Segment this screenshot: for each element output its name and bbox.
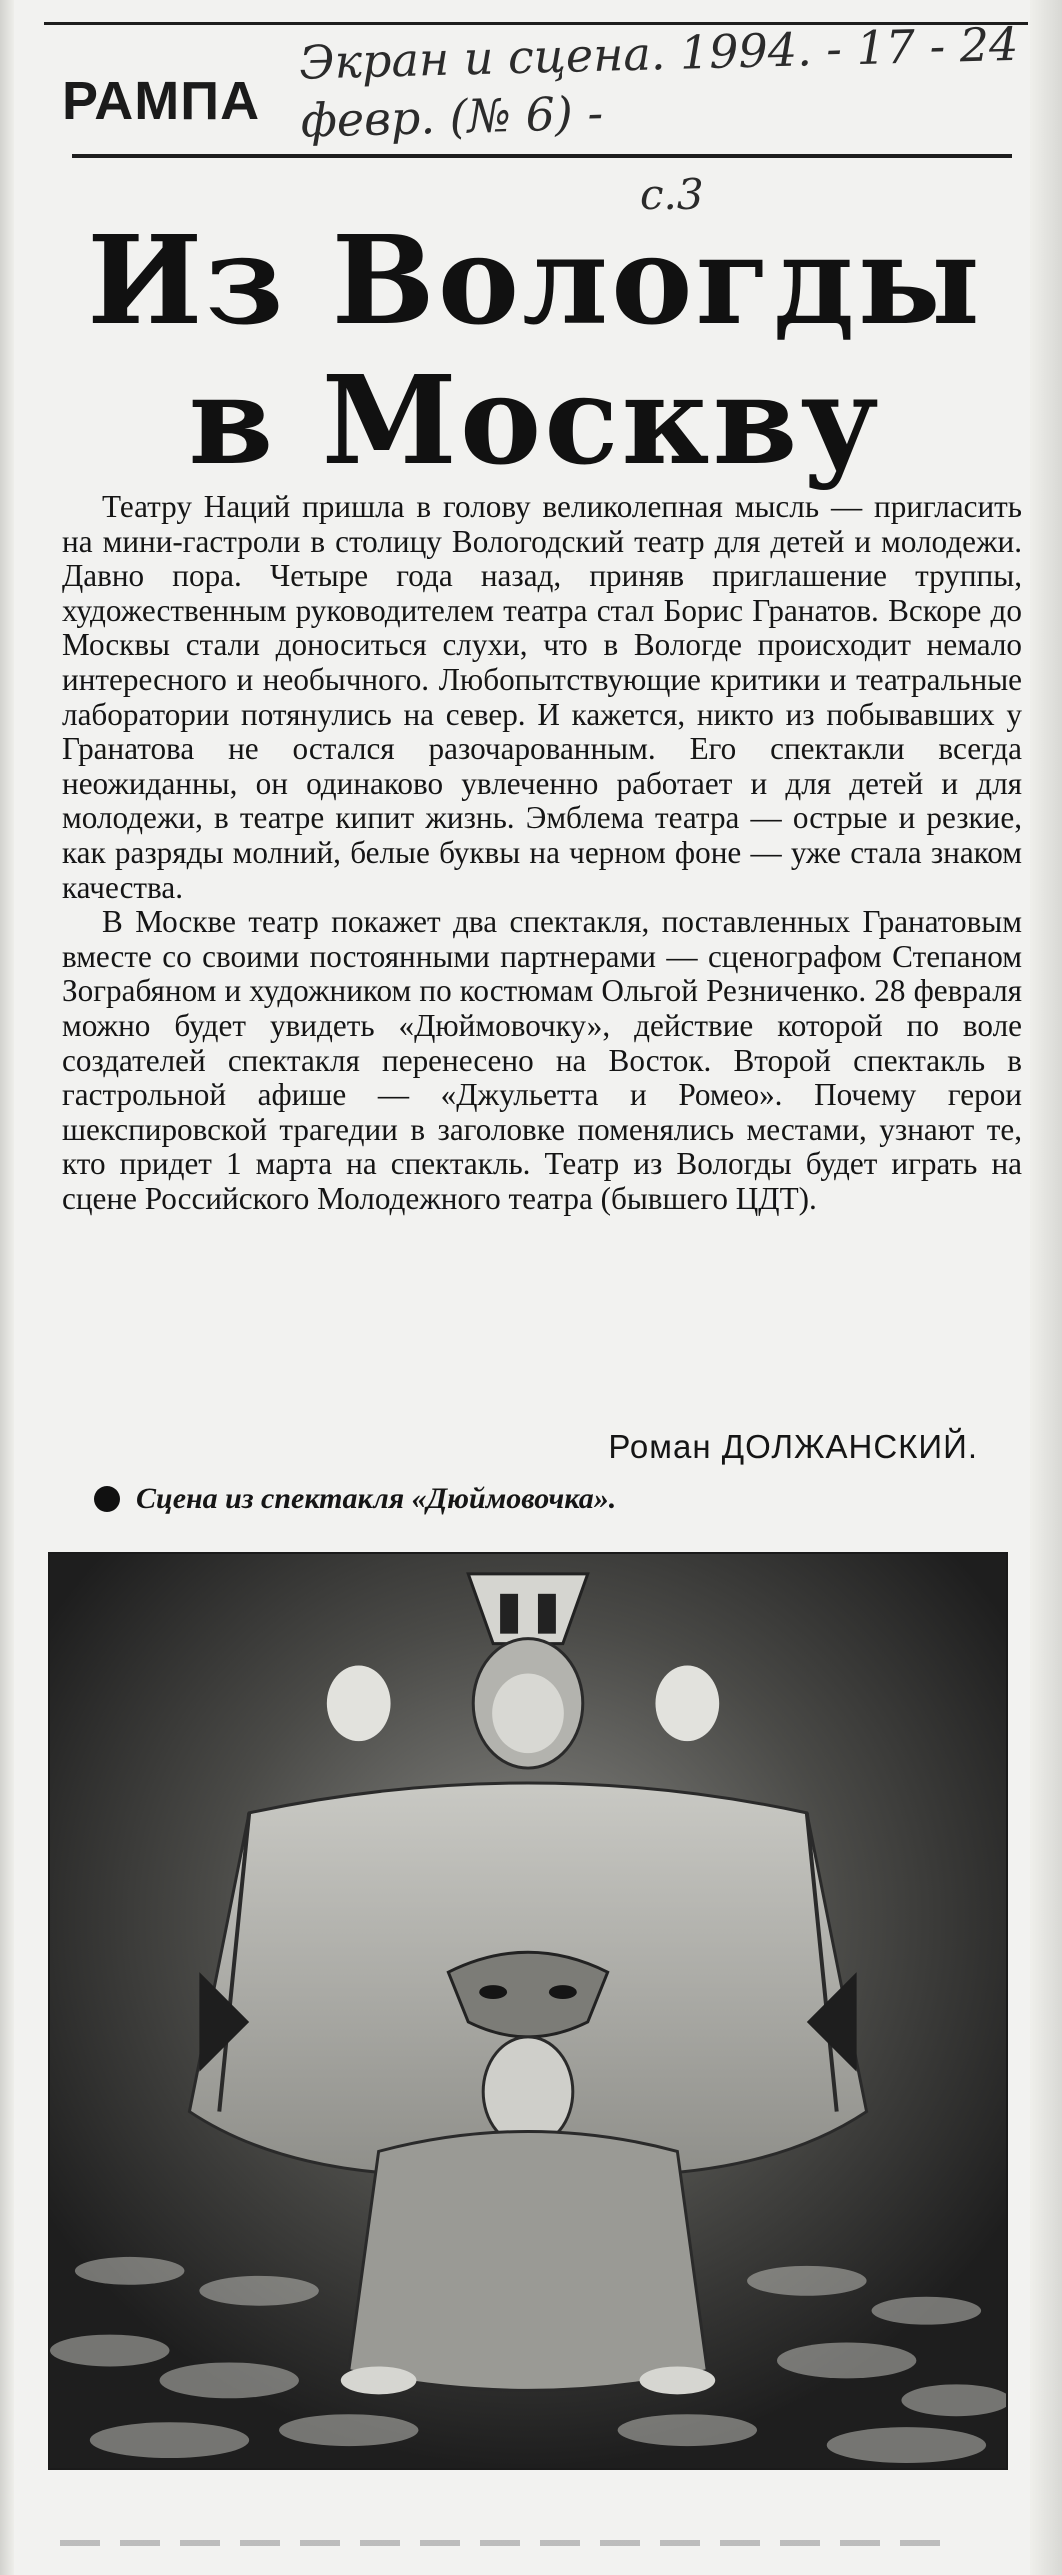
adjacent-column-edge-left (0, 0, 14, 2575)
headline-line-1: Из Вологды (87, 208, 983, 352)
article-paragraph: Театру Наций пришла в голову великолепная мысль — пригласить на мини-гастроли в столицу Вологодский театр для детей и молодежи. Давно пора. Четыре года назад, приняв приглашение труппы, художественным руководителем театра стал Борис Гранатов. Вскоре до Москвы стали доноситься слухи, что в Вологде происходит немало интересного и необычного. Любопытствующие критики и театральные лаборатории потянулись на север. И кажется, никто из побывавших у Гранатова не остался разочарованным. Его спектакли всегда неожиданны, он одинаково увлеченно работает и для детей и для молодежи, в театре кипит жизнь. Эмблема театра — острые и резкие, как разряды молний, белые буквы на черном фоне — уже стала знаком качества. (62, 489, 1022, 905)
headline-line-2: в Москву (188, 348, 882, 492)
author-byline: Роман ДОЛЖАНСКИЙ. (608, 1428, 978, 1465)
handwritten-source-note: Экран и сцена. 1994. - 17 - 24 февр. (№ 6) - (298, 16, 1019, 148)
theatre-scene-illustration (50, 1554, 1006, 2468)
header-rule (72, 154, 1012, 158)
bottom-edge-artifact (60, 2540, 960, 2546)
headline (60, 210, 1010, 490)
article-paragraph: В Москве театр покажет два спектакля, поставленных Гранатовым вместе со своими постоянными партнерами — сценографом Степаном Зограбяном и художником по костюмам Ольгой Резниченко. 28 февраля можно будет увидеть «Дюймовочку», действие которой по воле создателей спектакля перенесено на Восток. Второй спектакль в гастрольной афише — «Джульетта и Ромео». Почему герои шекспировской трагедии в заголовке поменялись местами, узнают те, кто придет 1 марта на спектакль. Театр из Вологды будет играть на сцене Российского Молодежного театра (бывшего ЦДТ). (62, 904, 1022, 1216)
section-rubric: РАМПА (62, 71, 261, 131)
article-body (62, 490, 1022, 1216)
handwritten-page-number: с.3 (640, 170, 704, 219)
adjacent-column-edge-right (1030, 0, 1062, 2575)
photo-caption: Сцена из спектакля «Дюймовочка». (136, 1482, 617, 1515)
theatre-photo (48, 1552, 1008, 2470)
bullet-icon (94, 1486, 120, 1512)
photo-caption-row (94, 1482, 616, 1516)
